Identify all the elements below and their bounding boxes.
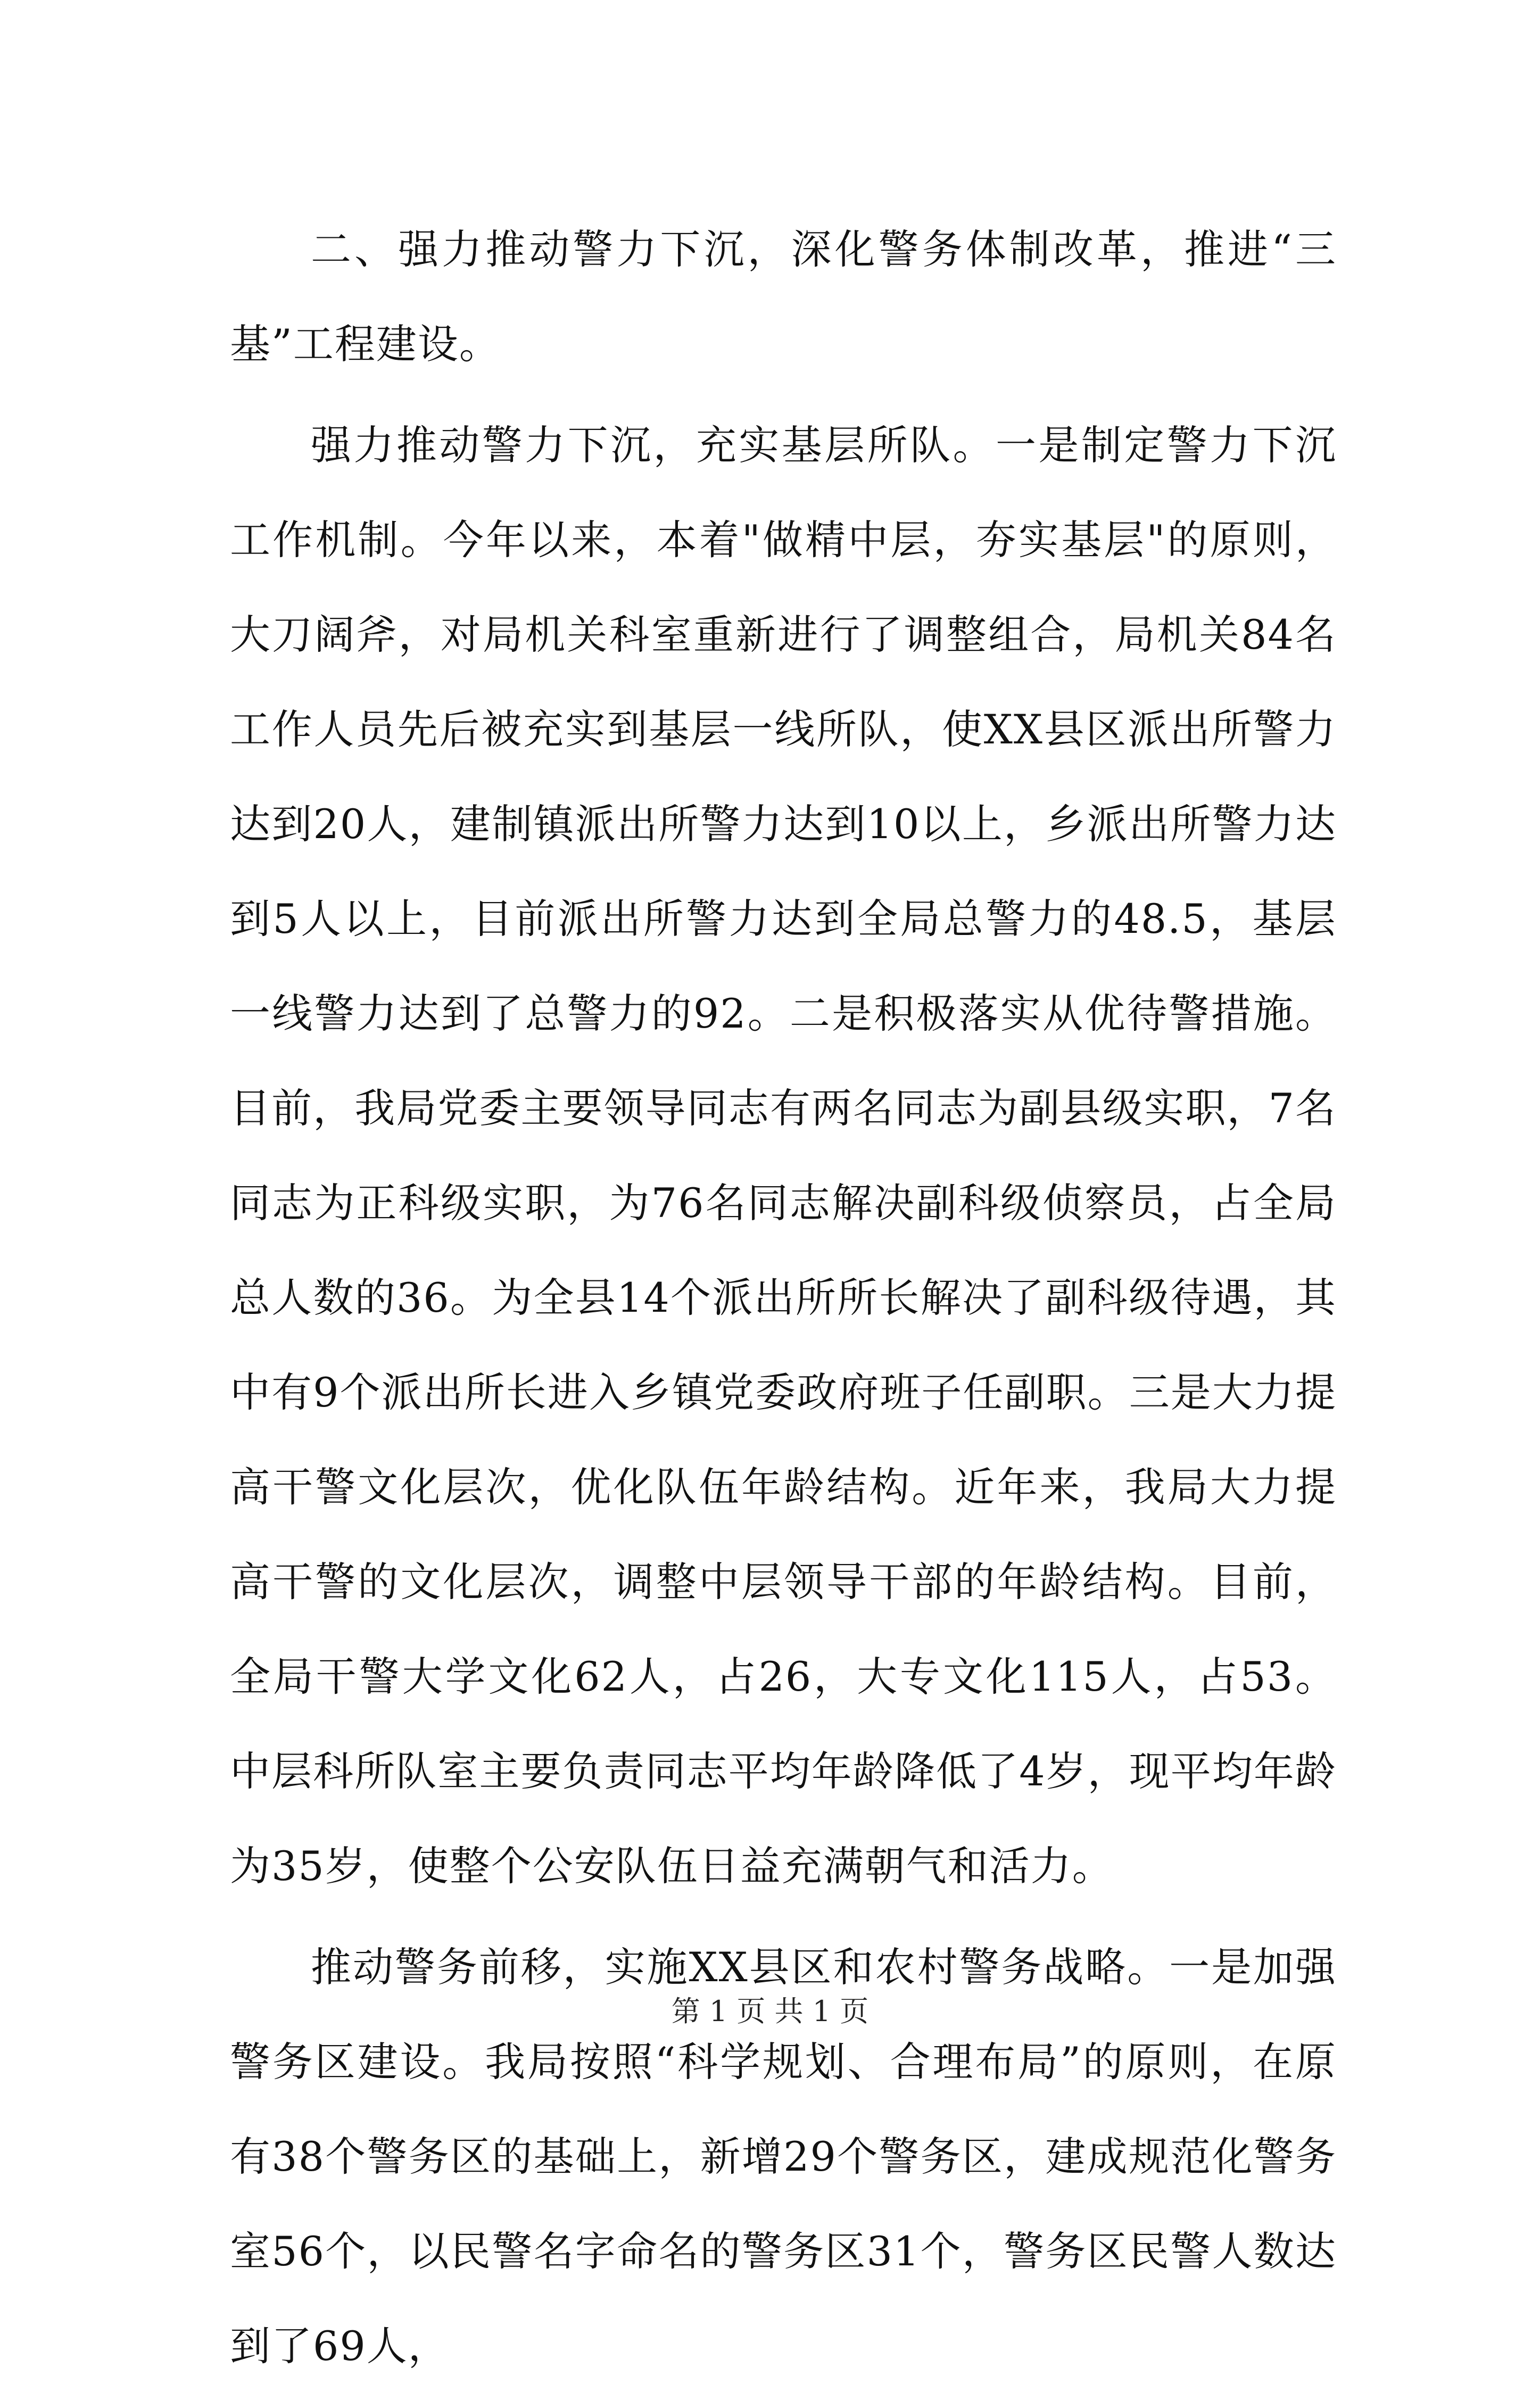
paragraph-police-affairs: 推动警务前移，实施XX县区和农村警务战略。一是加强警务区建设。我局按照“科学规划、合理布局”的原则，在原有38个警务区的基础上，新增29个警务区，建成规范化警务室56个，以民警名字命名的警务区31个，警务区民警人数达到了69人， xyxy=(230,1943,1337,2370)
document-body xyxy=(230,202,1337,2400)
paragraph-heading: 二、强力推动警力下沉，深化警务体制改革，推进“三基”工程建设。 xyxy=(230,226,1337,368)
paragraph-police-resources: 强力推动警力下沉，充实基层所队。一是制定警力下沉工作机制。今年以来，本着"做精中层，夯实基层"的原则，大刀阔斧，对局机关科室重新进行了调整组合，局机关84名工作人员先后被充实到基层一线所队，使XX县区派出所警力达到20人，建制镇派出所警力达到10以上，乡派出所警力达到5人以上，目前派出所警力达到全局总警力的48.5，基层一线警力达到了总警力的92。二是积极落实从优待警措施。目前，我局党委主要领导同志有两名同志为副县级实职，7名同志为正科级实职，为76名同志解决副科级侦察员，占全局总人数的36。为全县14个派出所所长解决了副科级待遇，其中有9个派出所长进入乡镇党委政府班子任副职。三是大力提高干警文化层次，优化队伍年龄结构。近年来，我局大力提高干警的文化层次，调整中层领导干部的年龄结构。目前，全局干警大学文化62人，占26，大专文化115人，占53。中层科所队室主要负责同志平均年龄降低了4岁，现平均年龄为35岁，使整个公安队伍日益充满朝气和活力。 xyxy=(230,421,1337,1890)
page-number-footer: 第 1 页 共 1 页 xyxy=(671,1995,869,2028)
